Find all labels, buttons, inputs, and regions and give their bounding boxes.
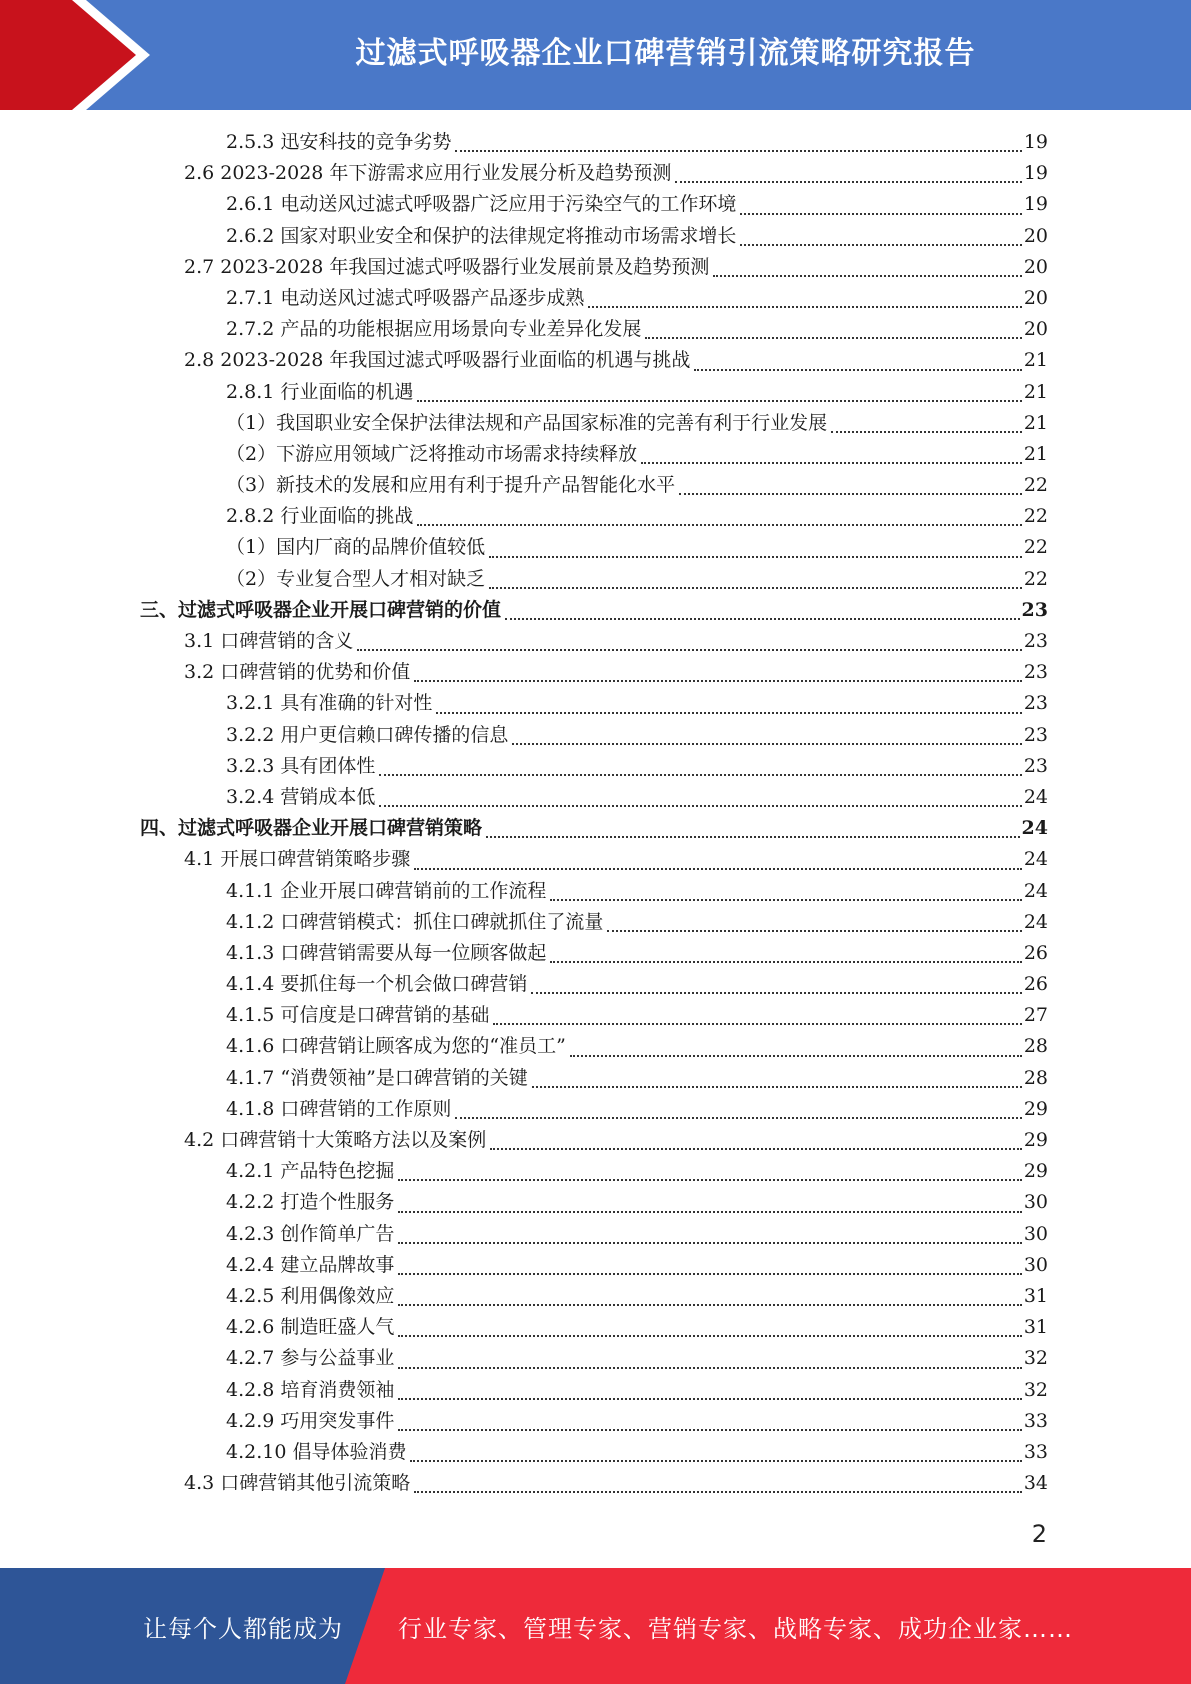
toc-dot-leader — [512, 743, 1021, 745]
toc-dot-leader — [414, 868, 1022, 870]
toc-dot-leader — [679, 493, 1022, 495]
toc-entry-page: 21 — [1023, 380, 1048, 403]
toc-entry-label: 2.5.3 迅安科技的竞争劣势 — [226, 131, 452, 153]
toc-dot-leader — [414, 680, 1022, 682]
toc-dot-leader — [486, 836, 1020, 838]
toc-dot-leader — [398, 1273, 1021, 1275]
toc-entry[interactable] — [140, 907, 1048, 938]
toc-entry-page: 29 — [1023, 1129, 1048, 1151]
toc-entry-page: 23 — [1023, 630, 1048, 652]
toc-entry-page: 26 — [1023, 941, 1048, 964]
toc-entry-page: 20 — [1023, 224, 1048, 247]
toc-entry-label: 4.1.1 企业开展口碑营销前的工作流程 — [226, 879, 547, 902]
toc-dot-leader — [417, 524, 1021, 526]
toc-entry-page: 22 — [1023, 536, 1048, 559]
toc-entry[interactable] — [140, 1094, 1048, 1125]
toc-entry[interactable] — [140, 876, 1048, 907]
toc-entry-page: 32 — [1023, 1347, 1048, 1370]
toc-entry-page: 23 — [1023, 723, 1048, 746]
toc-entry[interactable] — [140, 1031, 1048, 1062]
toc-entry-label: （2）下游应用领域广泛将推动市场需求持续释放 — [226, 442, 638, 465]
toc-entry-label: 三、过滤式呼吸器企业开展口碑营销的价值 — [140, 598, 502, 621]
toc-entry-page: 20 — [1023, 255, 1048, 278]
toc-entry[interactable] — [140, 283, 1048, 314]
toc-entry-label: （1）我国职业安全保护法律法规和产品国家标准的完善有利于行业发展 — [226, 411, 828, 434]
toc-entry-label: 4.2.1 产品特色挖掘 — [226, 1160, 395, 1183]
toc-entry[interactable] — [140, 1375, 1048, 1406]
toc-entry[interactable] — [140, 345, 1048, 376]
toc-entry[interactable] — [140, 844, 1048, 875]
toc-dot-leader — [505, 618, 1020, 620]
toc-dot-leader — [713, 275, 1021, 277]
toc-dot-leader — [645, 337, 1021, 339]
toc-entry-page: 24 — [1021, 817, 1048, 840]
toc-entry[interactable] — [140, 189, 1048, 220]
toc-entry-page: 24 — [1023, 785, 1048, 808]
toc-entry[interactable] — [140, 127, 1048, 158]
toc-dot-leader — [489, 556, 1022, 558]
toc-entry-page: 22 — [1023, 474, 1048, 497]
toc-dot-leader — [489, 587, 1022, 589]
page-footer — [0, 1568, 1191, 1684]
toc-entry-label: 2.6.1 电动送风过滤式呼吸器广泛应用于污染空气的工作环境 — [226, 193, 737, 216]
toc-dot-leader — [398, 1304, 1021, 1306]
toc-entry-label: 2.7.1 电动送风过滤式呼吸器产品逐步成熟 — [226, 286, 585, 309]
toc-entry-page: 21 — [1023, 349, 1048, 372]
toc-entry-label: 4.1.6 口碑营销让顾客成为您的“准员工” — [226, 1035, 566, 1058]
toc-dot-leader — [398, 1367, 1021, 1369]
toc-dot-leader — [398, 1211, 1021, 1213]
toc-entry[interactable] — [140, 1000, 1048, 1031]
toc-dot-leader — [414, 1491, 1022, 1493]
toc-entry[interactable] — [140, 1468, 1048, 1499]
toc-dot-leader — [490, 1148, 1022, 1150]
toc-entry-page: 19 — [1023, 193, 1048, 216]
toc-entry-page: 21 — [1023, 411, 1048, 434]
toc-entry-page: 20 — [1023, 286, 1048, 309]
toc-entry-page: 29 — [1023, 1097, 1048, 1120]
toc-entry-label: 3.2 口碑营销的优势和价值 — [184, 661, 411, 684]
toc-entry-page: 20 — [1023, 318, 1048, 341]
toc-entry-label: 四、过滤式呼吸器企业开展口碑营销策略 — [140, 817, 483, 840]
toc-dot-leader — [588, 306, 1021, 308]
header-arrow-icon — [0, 0, 160, 110]
toc-entry-page: 31 — [1023, 1316, 1048, 1339]
toc-entry[interactable] — [140, 1156, 1048, 1187]
toc-entry-page: 19 — [1023, 131, 1048, 153]
toc-entry[interactable] — [140, 1187, 1048, 1218]
toc-entry[interactable] — [140, 439, 1048, 470]
toc-dot-leader — [379, 774, 1021, 776]
toc-entry-page: 24 — [1023, 848, 1048, 871]
toc-dot-leader — [398, 1335, 1021, 1337]
toc-entry-page: 29 — [1023, 1160, 1048, 1183]
toc-entry-label: 3.2.3 具有团体性 — [226, 754, 376, 777]
toc-dot-leader — [398, 1179, 1021, 1181]
toc-entry-label: 3.2.1 具有准确的针对性 — [226, 692, 433, 715]
toc-entry-label: 4.3 口碑营销其他引流策略 — [184, 1472, 411, 1495]
toc-entry-label: 4.1.3 口碑营销需要从每一位顾客做起 — [226, 941, 547, 964]
toc-entry[interactable] — [140, 470, 1048, 501]
toc-entry-page: 19 — [1023, 162, 1048, 185]
toc-dot-leader — [550, 899, 1021, 901]
toc-dot-leader — [740, 244, 1021, 246]
toc-entry[interactable] — [140, 813, 1048, 844]
toc-dot-leader — [398, 1429, 1021, 1431]
toc-entry[interactable] — [140, 751, 1048, 782]
toc-dot-leader — [641, 462, 1022, 464]
toc-entry[interactable] — [140, 408, 1048, 439]
toc-entry-page: 26 — [1023, 973, 1048, 996]
toc-entry[interactable] — [140, 595, 1048, 626]
toc-entry-label: 4.1.2 口碑营销模式：抓住口碑就抓住了流量 — [226, 910, 604, 933]
document-title: 过滤式呼吸器企业口碑营销引流策略研究报告 — [355, 36, 976, 71]
toc-dot-leader — [417, 400, 1021, 402]
toc-entry-page: 23 — [1023, 661, 1048, 684]
toc-entry-page: 24 — [1023, 879, 1048, 902]
toc-entry-page: 21 — [1023, 442, 1048, 465]
toc-dot-leader — [550, 961, 1021, 963]
toc-entry[interactable] — [140, 1063, 1048, 1094]
toc-entry[interactable] — [140, 1437, 1048, 1468]
toc-entry-label: 4.2.2 打造个性服务 — [226, 1191, 395, 1214]
toc-entry-page: 24 — [1023, 910, 1048, 933]
toc-entry-page: 23 — [1021, 598, 1048, 621]
toc-entry[interactable] — [140, 1219, 1048, 1250]
toc-entry-label: 4.2.9 巧用突发事件 — [226, 1409, 395, 1432]
toc-dot-leader — [531, 992, 1021, 994]
toc-entry-label: 2.6.2 国家对职业安全和保护的法律规定将推动市场需求增长 — [226, 224, 737, 247]
toc-entry-label: 4.1.5 可信度是口碑营销的基础 — [226, 1004, 490, 1027]
toc-entry[interactable] — [140, 501, 1048, 532]
toc-entry-label: 2.6 2023-2028 年下游需求应用行业发展分析及趋势预测 — [184, 162, 672, 185]
toc-entry-label: 3.2.2 用户更信赖口碑传播的信息 — [226, 723, 509, 746]
toc-entry-label: （3）新技术的发展和应用有利于提升产品智能化水平 — [226, 474, 676, 497]
toc-dot-leader — [436, 712, 1021, 714]
toc-entry-label: 3.1 口碑营销的含义 — [184, 630, 354, 652]
toc-entry[interactable] — [140, 1406, 1048, 1437]
toc-entry[interactable] — [140, 1250, 1048, 1281]
toc-dot-leader — [607, 930, 1021, 932]
toc-entry[interactable] — [140, 158, 1048, 189]
toc-entry[interactable] — [140, 626, 1048, 657]
toc-entry-label: 4.2.4 建立品牌故事 — [226, 1253, 395, 1276]
toc-entry-page: 30 — [1023, 1191, 1048, 1214]
toc-dot-leader — [379, 805, 1021, 807]
toc-entry-label: 3.2.4 营销成本低 — [226, 785, 376, 808]
toc-dot-leader — [398, 1398, 1021, 1400]
toc-entry-page: 33 — [1023, 1440, 1048, 1463]
toc-entry-label: 4.2.3 创作简单广告 — [226, 1222, 395, 1245]
toc-dot-leader — [410, 1460, 1021, 1462]
toc-entry-page: 28 — [1023, 1066, 1048, 1089]
page-header — [0, 0, 1191, 110]
toc-entry[interactable] — [140, 532, 1048, 563]
toc-dot-leader — [694, 369, 1021, 371]
toc-entry[interactable] — [140, 221, 1048, 252]
toc-entry-label: 2.8.2 行业面临的挑战 — [226, 505, 414, 528]
footer-slogan-left: 让每个人都能成为 — [143, 1614, 343, 1643]
toc-dot-leader — [532, 1086, 1022, 1088]
toc-entry-page: 33 — [1023, 1409, 1048, 1432]
toc-entry[interactable] — [140, 969, 1048, 1000]
toc-entry-label: 4.2.10 倡导体验消费 — [226, 1440, 407, 1463]
toc-entry-page: 30 — [1023, 1253, 1048, 1276]
toc-entry-label: 4.1 开展口碑营销策略步骤 — [184, 848, 411, 871]
toc-entry-page: 34 — [1023, 1472, 1048, 1495]
toc-entry-label: 4.2.7 参与公益事业 — [226, 1347, 395, 1370]
toc-entry[interactable] — [140, 1343, 1048, 1374]
toc-entry[interactable] — [140, 314, 1048, 345]
toc-entry[interactable] — [140, 720, 1048, 751]
toc-entry-label: 2.8 2023-2028 年我国过滤式呼吸器行业面临的机遇与挑战 — [184, 349, 691, 372]
toc-entry-page: 30 — [1023, 1222, 1048, 1245]
toc-entry[interactable] — [140, 1125, 1048, 1156]
footer-slogan-right: 行业专家、管理专家、营销专家、战略专家、成功企业家…… — [398, 1614, 1073, 1643]
toc-entry[interactable] — [140, 688, 1048, 719]
toc-entry-page: 27 — [1023, 1004, 1048, 1027]
toc-entry-label: 4.2.8 培育消费领袖 — [226, 1378, 395, 1401]
toc-entry-label: 2.7 2023-2028 年我国过滤式呼吸器行业发展前景及趋势预测 — [184, 255, 710, 278]
toc-dot-leader — [455, 150, 1021, 152]
toc-entry-page: 22 — [1023, 567, 1048, 590]
toc-entry-label: 4.1.8 口碑营销的工作原则 — [226, 1097, 452, 1120]
toc-entry-label: 4.1.4 要抓住每一个机会做口碑营销 — [226, 973, 528, 996]
toc-entry[interactable] — [140, 564, 1048, 595]
toc-entry[interactable] — [140, 1312, 1048, 1343]
toc-entry-page: 23 — [1023, 754, 1048, 777]
toc-entry-label: 4.1.7 “消费领袖”是口碑营销的关键 — [226, 1066, 528, 1089]
toc-dot-leader — [493, 1023, 1021, 1025]
toc-entry-label: 4.2 口碑营销十大策略方法以及案例 — [184, 1129, 487, 1151]
toc-dot-leader — [740, 213, 1021, 215]
toc-entry-label: （1）国内厂商的品牌价值较低 — [226, 536, 486, 559]
toc-entry[interactable] — [140, 252, 1048, 283]
toc-dot-leader — [570, 1055, 1022, 1057]
toc-dot-leader — [831, 431, 1022, 433]
toc-dot-leader — [357, 649, 1022, 651]
toc-entry-page: 31 — [1023, 1284, 1048, 1307]
toc-dot-leader — [675, 181, 1021, 183]
toc-entry[interactable] — [140, 938, 1048, 969]
toc-entry[interactable] — [140, 1281, 1048, 1312]
toc-entry[interactable] — [140, 377, 1048, 408]
toc-entry-page: 32 — [1023, 1378, 1048, 1401]
toc-entry-label: 4.2.6 制造旺盛人气 — [226, 1316, 395, 1339]
toc-entry-label: （2）专业复合型人才相对缺乏 — [226, 567, 486, 590]
toc-entry-page: 28 — [1023, 1035, 1048, 1058]
toc-entry-label: 4.2.5 利用偶像效应 — [226, 1284, 395, 1307]
toc-entry-label: 2.7.2 产品的功能根据应用场景向专业差异化发展 — [226, 318, 642, 341]
table-of-contents — [140, 127, 1048, 1499]
toc-entry-page: 23 — [1023, 692, 1048, 715]
toc-dot-leader — [398, 1242, 1021, 1244]
toc-entry-page: 22 — [1023, 505, 1048, 528]
page-number: 2 — [1031, 1520, 1047, 1548]
toc-entry-label: 2.8.1 行业面临的机遇 — [226, 380, 414, 403]
toc-entry[interactable] — [140, 657, 1048, 688]
toc-entry[interactable] — [140, 782, 1048, 813]
toc-dot-leader — [455, 1117, 1021, 1119]
